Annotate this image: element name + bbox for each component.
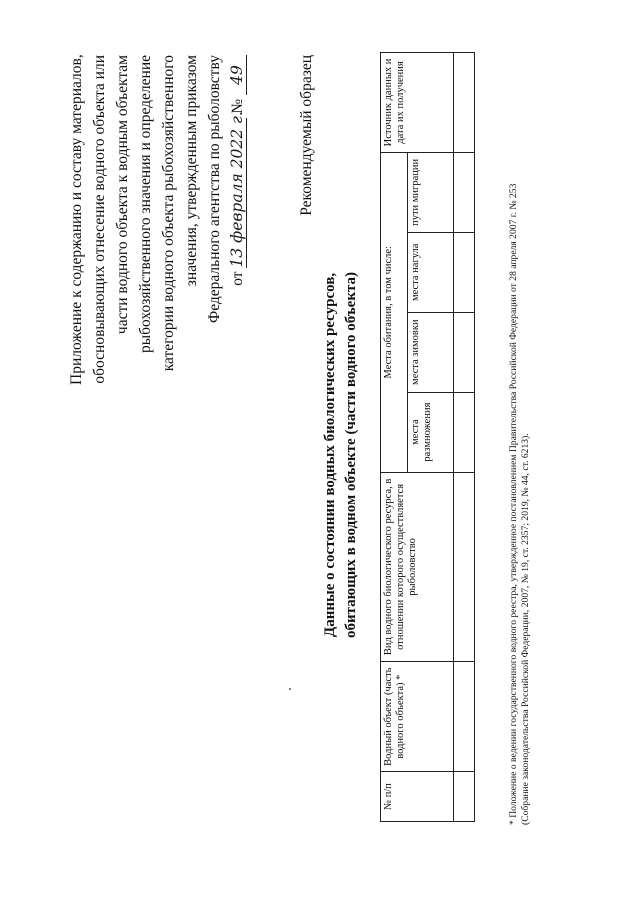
appendix-line: категории водного объекта рыбохозяйственного (160, 55, 177, 372)
document-title (320, 235, 362, 675)
appendix-line: Федерального агентства по рыболовству (206, 55, 223, 324)
footnote-line-2: (Собрание законодательства Российской Федерации, 2007, № 19, ст. 2357; 2019, № 44, ст. 6213). (520, 433, 531, 825)
appendix-header (65, 55, 249, 385)
header-feeding: места нагула (407, 232, 453, 312)
header-breeding: места размножения (407, 392, 453, 472)
data-table (380, 52, 475, 822)
table-row (454, 53, 475, 822)
sample-label: Рекомендуемый образец (298, 55, 315, 216)
handwritten-number: 49 (228, 55, 247, 95)
header-habitat: Места обитания, в том числе: (381, 152, 408, 472)
table-cell (454, 392, 475, 472)
header-water-object: Водный объект (часть водного объекта) * (381, 662, 454, 772)
table-cell (454, 232, 475, 312)
appendix-line: обосновывающих отнесение водного объекта или (91, 55, 108, 384)
header-migration: пути миграции (407, 152, 453, 232)
order-date-row (226, 55, 249, 385)
title-line-1: Данные о состоянии водных биологических ресурсов, (322, 272, 338, 638)
table-cell (454, 662, 475, 772)
footnote-line-1: * Положение о ведении государственного водного реестра, утвержденное постановлением Правительства Российской Федерации от 28 апреля 2007 г. № 253 (508, 183, 519, 825)
table-cell (454, 53, 475, 153)
table-cell (454, 152, 475, 232)
from-prefix: от (229, 271, 246, 286)
table-cell (454, 312, 475, 392)
handwritten-date: 13 февраля 2022 г. (228, 111, 246, 268)
table-cell (454, 472, 475, 662)
title-line-2: обитающих в водном объекте (части водного объекта) (343, 271, 359, 639)
header-number: № п/п (381, 772, 454, 822)
header-wintering: места зимовки (407, 312, 453, 392)
header-source: Источник данных и дата их получения (381, 53, 454, 153)
appendix-line: Приложение к содержанию и составу материалов, (68, 54, 85, 385)
table-cell (454, 772, 475, 822)
header-species: Вид водного биологического ресурса, в отношении которого осуществляется рыболовство (381, 472, 454, 662)
appendix-line: значения, утвержденным приказом (183, 55, 200, 287)
scan-speck (289, 688, 291, 690)
appendix-line: рыбохозяйственного значения и определение (137, 55, 154, 354)
number-prefix: № (229, 98, 246, 114)
appendix-line: части водного объекта к водным объектам (114, 55, 131, 335)
footnote (508, 35, 532, 825)
